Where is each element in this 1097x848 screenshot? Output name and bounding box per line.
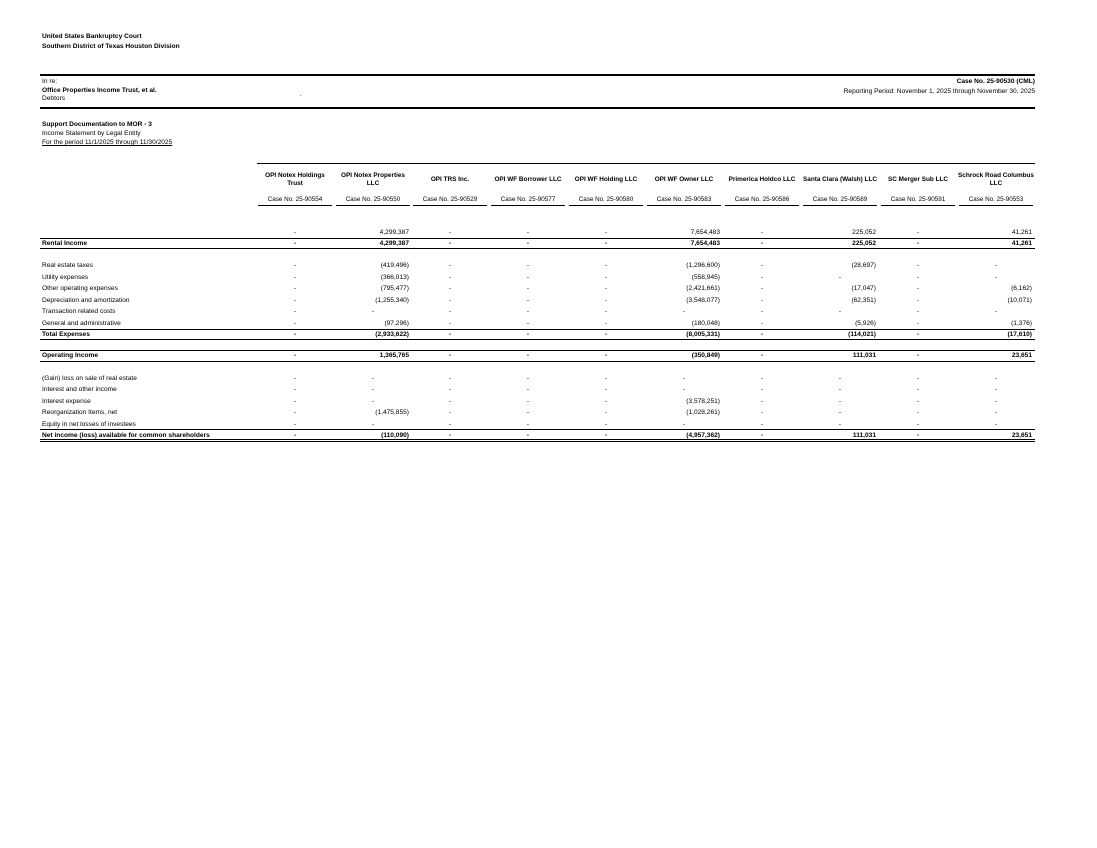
table-row [40, 229, 1035, 238]
column-case-number: Case No. 25-90591 [890, 196, 946, 203]
table-cell: - [526, 319, 530, 327]
table-cell: - [604, 262, 608, 269]
table-cell: - [604, 397, 608, 405]
row-label: Transaction related costs [42, 308, 116, 315]
table-rule [40, 429, 1035, 430]
table-cell: - [994, 262, 998, 269]
column-header: OPI WF Owner LLC [654, 176, 714, 183]
section-period: For the period 11/1/2025 through 11/30/2025 [42, 139, 173, 146]
table-cell: - [526, 352, 530, 359]
court-header [42, 33, 180, 53]
table-row [40, 262, 1035, 271]
table-cell: (795,477) [380, 285, 409, 292]
table-cell: - [916, 308, 920, 315]
table-cell: - [448, 374, 452, 382]
table-cell: 225,052 [852, 240, 876, 247]
table-cell: - [448, 240, 452, 247]
table-cell: - [448, 432, 452, 439]
table-cell: - [838, 308, 842, 315]
table-cell: - [760, 397, 764, 405]
table-cell: (1,296,600) [686, 262, 720, 269]
table-rule [40, 339, 1035, 340]
table-cell: (180,048) [691, 319, 720, 327]
table-cell: (5,926) [855, 319, 876, 327]
column-underline [258, 205, 332, 206]
table-cell: - [371, 397, 375, 405]
table-cell: - [916, 352, 920, 359]
table-row [40, 285, 1035, 294]
row-label: Total Expenses [42, 331, 90, 338]
table-cell: - [526, 374, 530, 382]
table-cell: - [604, 352, 608, 359]
table-cell: - [526, 240, 530, 247]
column-underline [491, 205, 565, 206]
table-rule [40, 238, 1035, 239]
column-header: Primerica Holdco LLC [728, 176, 796, 183]
table-cell: 23,651 [1011, 432, 1032, 439]
table-rule [40, 248, 1035, 249]
column-header: SC Merger Sub LLC [887, 176, 948, 183]
debtors-label: Debtors [42, 95, 66, 102]
table-cell: (1,376) [1011, 319, 1032, 327]
table-cell: - [448, 331, 452, 338]
table-cell: - [760, 319, 764, 327]
table-cell: - [448, 420, 452, 428]
table-cell: - [448, 308, 452, 315]
table-cell: - [916, 432, 920, 439]
table-cell: - [838, 420, 842, 428]
table-cell: - [760, 229, 764, 236]
table-cell: - [448, 229, 452, 236]
column-case-number: Case No. 25-90583 [656, 196, 712, 203]
column-header: OPI Notex Holdings Trust [265, 172, 325, 187]
table-cell: - [916, 409, 920, 416]
table-cell: - [760, 420, 764, 428]
row-label: Depreciation and amortization [42, 296, 130, 304]
table-cell: (4,957,362) [686, 432, 720, 439]
row-label: Operating Income [42, 352, 99, 359]
table-cell: - [293, 420, 297, 428]
section-heading [42, 121, 172, 148]
table-cell: - [916, 331, 920, 338]
table-cell: - [760, 308, 764, 315]
table-cell: (366,013) [380, 273, 409, 281]
table-cell: - [604, 308, 608, 315]
table-cell: - [994, 420, 998, 428]
table-cell: (114,021) [848, 331, 876, 338]
column-underline [725, 205, 799, 206]
table-cell: - [293, 273, 297, 281]
table-cell: - [916, 262, 920, 269]
table-rule [40, 439, 1035, 442]
table-cell: (350,849) [691, 352, 720, 359]
table-cell: - [604, 331, 608, 338]
table-cell: - [916, 397, 920, 405]
table-cell: - [604, 409, 608, 416]
table-cell: - [916, 273, 920, 281]
column-case-number: Case No. 25-90550 [345, 196, 401, 203]
row-label: Real estate taxes [42, 262, 93, 269]
table-cell: - [293, 285, 297, 292]
table-cell: - [916, 420, 920, 428]
table-cell: - [994, 386, 998, 393]
table-cell: - [760, 296, 764, 304]
table-row [40, 297, 1035, 306]
column-case-number: Case No. 25-90589 [812, 196, 868, 203]
table-cell: - [604, 432, 608, 439]
table-cell: - [293, 397, 297, 405]
top-rule [40, 74, 1035, 76]
header-top-rule [257, 163, 1035, 164]
table-cell: - [682, 420, 686, 428]
table-cell: - [916, 240, 920, 247]
column-case-number: Case No. 25-90529 [422, 196, 478, 203]
table-cell: - [371, 374, 375, 382]
table-cell: - [604, 273, 608, 281]
row-label: Equity in net losses of investees [42, 420, 136, 428]
table-cell: - [682, 308, 686, 315]
table-cell: - [293, 319, 297, 327]
table-cell: 41,261 [1011, 229, 1032, 236]
table-cell: - [838, 374, 842, 382]
table-cell: 111,031 [852, 432, 876, 439]
court-district: Southern District of Texas Houston Division [42, 43, 180, 50]
table-cell: - [838, 409, 842, 416]
table-cell: (3,548,077) [686, 296, 720, 304]
table-cell: - [604, 319, 608, 327]
column-underline [647, 205, 721, 206]
column-case-number: Case No. 25-90577 [500, 196, 556, 203]
table-cell: - [526, 308, 530, 315]
table-cell: (1,475,855) [375, 409, 409, 416]
table-cell: - [682, 386, 686, 393]
table-cell: 4,299,387 [379, 240, 409, 247]
table-rule [40, 329, 1035, 330]
table-cell: 7,654,483 [690, 229, 720, 236]
column-underline [959, 205, 1033, 206]
table-cell: - [604, 240, 608, 247]
table-cell: - [604, 296, 608, 304]
table-cell: - [526, 262, 530, 269]
table-cell: (419,496) [380, 262, 409, 269]
table-cell: - [293, 386, 297, 393]
column-case-number: Case No. 25-90553 [968, 196, 1024, 203]
section-title: Support Documentation to MOR - 3 [42, 121, 152, 128]
case-caption [42, 78, 157, 104]
table-cell: - [760, 432, 764, 439]
court-name: United States Bankruptcy Court [42, 33, 142, 40]
column-underline [413, 205, 487, 206]
table-cell: - [371, 386, 375, 393]
table-cell: (1,255,340) [375, 296, 409, 304]
table-cell: - [526, 296, 530, 304]
column-header: OPI WF Holding LLC [574, 176, 638, 183]
column-header: Santa Clara (Walsh) LLC [803, 176, 877, 183]
table-cell: - [448, 352, 452, 359]
table-cell: - [604, 374, 608, 382]
table-cell: 41,261 [1011, 240, 1032, 247]
table-cell: - [371, 308, 375, 315]
table-cell: - [760, 374, 764, 382]
reporting-period: Reporting Period: November 1, 2025 through November 30, 2025 [843, 88, 1035, 95]
table-cell: - [293, 331, 297, 338]
table-cell: (97,296) [384, 319, 409, 327]
table-cell: - [526, 331, 530, 338]
table-cell: (28,697) [851, 262, 876, 269]
table-cell: - [448, 386, 452, 393]
table-cell: (2,421,661) [686, 285, 720, 292]
column-underline [569, 205, 643, 206]
table-cell: - [293, 262, 297, 269]
table-cell: - [526, 386, 530, 393]
column-underline [803, 205, 877, 206]
table-cell: - [916, 319, 920, 327]
table-cell: (2,933,622) [375, 331, 409, 338]
table-cell: (3,578,251) [686, 397, 720, 405]
caption-bottom-rule [40, 107, 1035, 109]
row-label: (Gain) loss on sale of real estate [42, 374, 137, 382]
row-label: Reorganization Items, net [42, 409, 118, 416]
table-cell: - [760, 273, 764, 281]
table-cell: (1,028,261) [686, 409, 720, 416]
column-case-number: Case No. 25-90586 [734, 196, 790, 203]
table-cell: (110,090) [381, 432, 409, 439]
table-rule [40, 361, 1035, 362]
table-rule [40, 350, 1035, 351]
row-label: Net income (loss) available for common shareholders [42, 432, 210, 439]
in-re-label: In re: [42, 78, 58, 85]
table-cell: - [604, 229, 608, 236]
table-row [40, 352, 1035, 361]
table-cell: - [448, 273, 452, 281]
table-cell: - [994, 308, 998, 315]
table-cell: - [994, 409, 998, 416]
table-cell: (558,945) [691, 273, 720, 281]
table-cell: - [838, 273, 842, 281]
debtor-name: Office Properties Income Trust, et al. [42, 86, 157, 94]
table-cell: - [838, 386, 842, 393]
table-cell: (17,610) [1007, 331, 1032, 338]
table-cell: (17,047) [851, 285, 876, 292]
table-cell: 111,031 [852, 352, 876, 359]
table-cell: - [994, 273, 998, 281]
table-cell: - [916, 374, 920, 382]
table-cell: (6,162) [1011, 285, 1032, 292]
table-cell: - [994, 397, 998, 405]
table-cell: - [682, 374, 686, 382]
table-cell: - [760, 352, 764, 359]
table-row [40, 409, 1035, 418]
table-cell: 1,365,765 [379, 352, 409, 359]
column-header: OPI Notex Properties LLC [341, 172, 405, 187]
table-cell: - [293, 240, 297, 247]
row-label: Utility expenses [42, 273, 89, 281]
table-cell: - [604, 386, 608, 393]
row-label: Other operating expenses [42, 285, 118, 292]
table-cell: - [916, 296, 920, 304]
table-cell: - [760, 386, 764, 393]
table-cell: 7,654,483 [690, 240, 720, 247]
row-label: Interest and other income [42, 386, 117, 393]
table-cell: - [293, 374, 297, 382]
table-cell: - [916, 386, 920, 393]
column-underline [336, 205, 410, 206]
table-cell: - [994, 374, 998, 382]
case-number: Case No. 25-90530 (CML) [956, 78, 1035, 85]
table-cell: - [760, 331, 764, 338]
table-cell: 4,299,387 [379, 229, 409, 236]
table-cell: (10,071) [1007, 296, 1032, 304]
table-cell: - [526, 432, 530, 439]
table-cell: - [293, 352, 297, 359]
table-cell: - [604, 285, 608, 292]
table-cell: - [293, 296, 297, 304]
table-cell: - [526, 273, 530, 281]
row-label: Interest expense [42, 397, 91, 405]
table-cell: - [448, 285, 452, 292]
table-row [40, 375, 1035, 384]
table-cell: (62,351) [851, 296, 876, 304]
table-row [40, 398, 1035, 407]
table-cell: - [760, 240, 764, 247]
table-cell: - [371, 420, 375, 428]
column-case-number: Case No. 25-90580 [578, 196, 634, 203]
table-cell: - [293, 409, 297, 416]
column-header: Schrock Road Columbus LLC [958, 172, 1034, 187]
table-cell: - [526, 409, 530, 416]
table-cell: - [526, 229, 530, 236]
table-cell: - [760, 409, 764, 416]
table-cell: - [838, 397, 842, 405]
table-cell: 225,052 [852, 229, 876, 236]
table-cell: - [448, 397, 452, 405]
row-label: Rental Income [42, 240, 88, 247]
table-row [40, 274, 1035, 283]
column-header: OPI TRS Inc. [430, 176, 470, 183]
table-cell: (8,005,331) [686, 331, 720, 338]
table-cell: - [293, 229, 297, 236]
table-cell: - [448, 296, 452, 304]
table-cell: - [526, 285, 530, 292]
column-header: OPI WF Borrower LLC [494, 176, 562, 183]
table-cell: - [448, 319, 452, 327]
table-cell: - [526, 420, 530, 428]
table-row [40, 386, 1035, 395]
table-cell: - [448, 409, 452, 416]
table-cell: 23,651 [1011, 352, 1032, 359]
table-cell: - [293, 432, 297, 439]
table-cell: - [526, 397, 530, 405]
table-row [40, 308, 1035, 317]
section-subtitle: Income Statement by Legal Entity [42, 130, 141, 137]
table-cell: - [604, 420, 608, 428]
table-cell: - [916, 229, 920, 236]
table-row [40, 320, 1035, 329]
column-case-number: Case No. 25-90554 [267, 196, 323, 203]
table-cell: - [916, 285, 920, 292]
table-cell: - [760, 285, 764, 292]
stray-dot: . [300, 92, 302, 98]
table-cell: - [448, 262, 452, 269]
table-cell: - [760, 262, 764, 269]
row-label: General and administrative [42, 319, 121, 327]
table-cell: - [293, 308, 297, 315]
column-underline [881, 205, 955, 206]
case-info [844, 78, 1035, 98]
